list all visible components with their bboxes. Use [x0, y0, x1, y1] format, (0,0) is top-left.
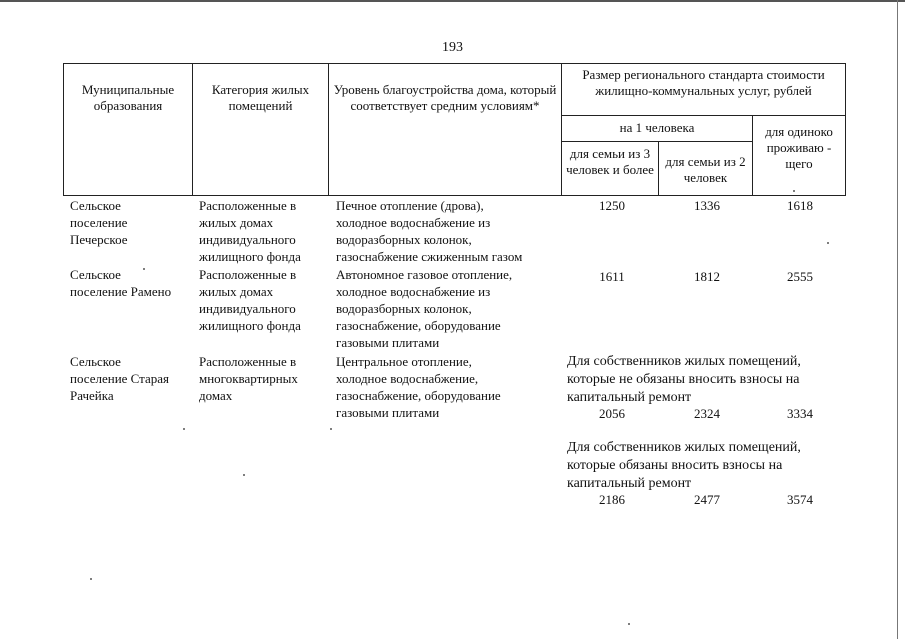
row1-category: Расположенные в жилых домах индивидуального жилищного фонда: [199, 198, 301, 264]
row1-family2-value: 1336: [694, 198, 720, 213]
scan-speck: [793, 190, 795, 192]
row3-non-obliged-family3-value: 2056: [599, 406, 625, 421]
header-category: Категория жилых помещений: [193, 64, 329, 196]
row3-note-non-obliged: Для собственников жилых помещений, которые не обязаны вносить взносы на капитальный ремонт: [567, 354, 801, 405]
header-per-person: на 1 человека: [562, 116, 753, 142]
row1-improvement: Печное отопление (дрова), холодное водоснабжение из водоразборных колонок, газоснабжение сжиженным газом: [336, 198, 523, 264]
row2-improvement: Автономное газовое отопление, холодное водоснабжение из водоразборных колонок, газоснабжение, оборудование газовыми плитами: [336, 267, 513, 350]
scan-speck: [243, 474, 245, 476]
row3-obliged-family3-value: 2186: [599, 492, 625, 507]
row3-note-obliged: Для собственников жилых помещений, которые обязаны вносить взносы на капитальный ремонт: [567, 440, 801, 491]
header-standard-size: Размер регионального стандарта стоимости жилищно-коммунальных услуг, рублей: [562, 64, 846, 116]
header-family2: для семьи из 2 человек: [659, 142, 753, 196]
scan-speck: [183, 428, 185, 430]
table-header: [63, 63, 846, 196]
page-number: 193: [442, 40, 463, 55]
row3-obliged-family2-value: 2477: [694, 492, 720, 507]
row2-municipality: Сельское поселение Рамено: [70, 267, 172, 299]
row3-obliged-single-value: 3574: [787, 492, 813, 507]
scan-speck: [827, 242, 829, 244]
row2-family2-value: 1812: [694, 269, 720, 284]
scan-speck: [628, 623, 630, 625]
header-improvement: Уровень благоустройства дома, который соответствует средним условиям*: [329, 64, 562, 196]
scan-speck: [90, 578, 92, 580]
row3-category: Расположенные в многоквартирных домах: [199, 354, 298, 403]
row1-family3-value: 1250: [599, 198, 625, 213]
row2-family3-value: 1611: [599, 269, 625, 284]
row3-non-obliged-single-value: 3334: [787, 406, 813, 421]
scan-top-edge: [0, 0, 905, 10]
header-family3: для семьи из 3 человек и более: [562, 142, 659, 196]
row1-single-value: 1618: [787, 198, 813, 213]
row2-category: Расположенные в жилых домах индивидуального жилищного фонда: [199, 267, 301, 333]
header-single: для одиноко проживаю - щего: [753, 116, 846, 196]
scan-right-edge: [897, 0, 898, 639]
header-municipality: Муниципальные образования: [64, 64, 193, 196]
row3-municipality: Сельское поселение Старая Рачейка: [70, 354, 170, 403]
row1-municipality: Сельское поселение Печерское: [70, 198, 128, 247]
row3-non-obliged-family2-value: 2324: [694, 406, 720, 421]
row3-improvement: Центральное отопление, холодное водоснабжение, газоснабжение, оборудование газовыми плитами: [336, 354, 501, 420]
scan-speck: [143, 268, 145, 270]
row2-single-value: 2555: [787, 269, 813, 284]
scan-speck: [330, 428, 332, 430]
